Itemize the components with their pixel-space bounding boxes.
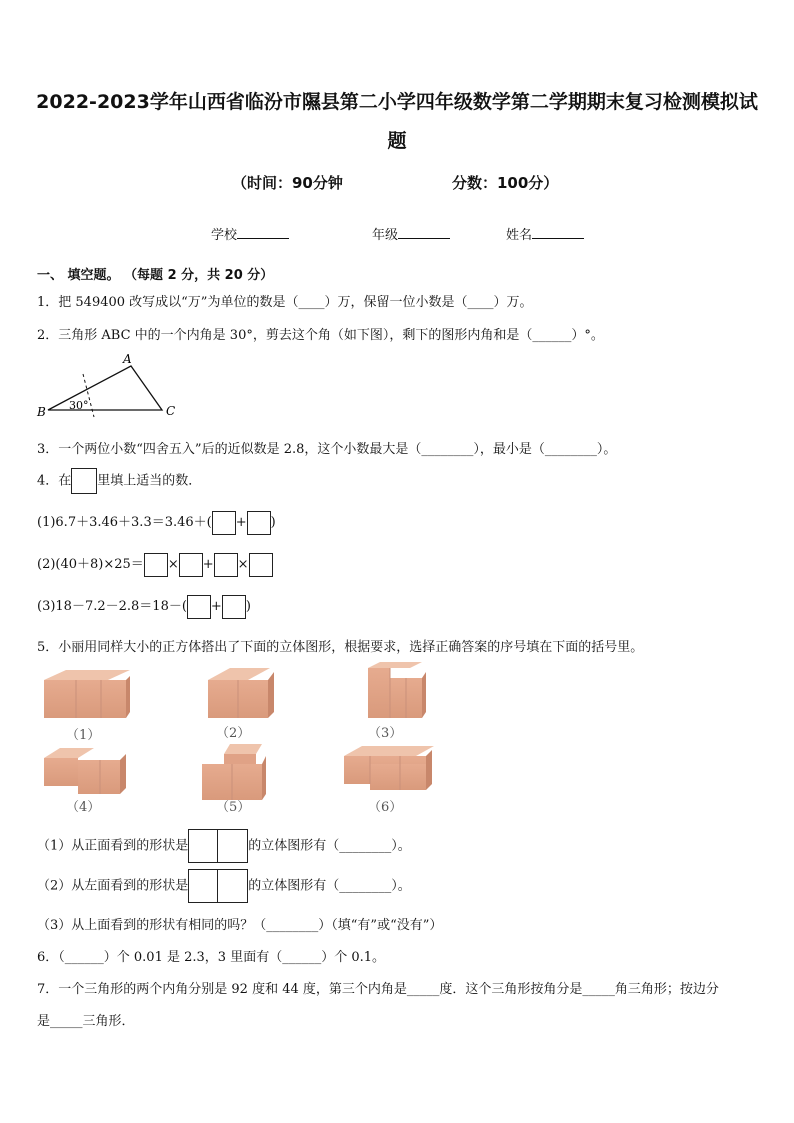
cube-figure-4 — [44, 748, 126, 794]
vertex-c-label: C — [166, 404, 176, 418]
grade-field — [372, 224, 450, 243]
cube-figure-1 — [44, 670, 130, 718]
close-paren: ) — [245, 599, 251, 614]
question-2: 2．三角形 ABC 中的一个内角是 30°，剪去这个角（如下图），剩下的图形内角和是（______）°。 — [37, 328, 604, 343]
exam-score: 分数：100分） — [452, 174, 559, 192]
cube-figure-5 — [202, 744, 266, 800]
question-5-2 — [37, 869, 411, 904]
name-field — [506, 224, 584, 243]
page-title: 2022-2023学年山西省临汾市隰县第二小学四年级数学第二学期期末复习检测模拟试 — [36, 91, 758, 113]
cube-figure-3 — [368, 662, 426, 718]
times-sign: × — [167, 557, 179, 572]
cube-figure-2 — [208, 668, 274, 718]
answer-box[interactable] — [249, 553, 273, 577]
shape-label-5: （5） — [216, 800, 251, 815]
shape-label-4: （4） — [66, 800, 101, 815]
question-7-line-1: 7．一个三角形的两个内角分别是 92 度和 44 度，第三个内角是_____度．这个三角形按角分是_____角三角形；按边分 — [37, 982, 719, 997]
answer-box[interactable] — [71, 468, 97, 494]
answer-box[interactable] — [247, 511, 271, 535]
close-paren: ) — [270, 515, 276, 530]
q4-2-text: (2)(40＋8)×25＝ — [37, 557, 144, 572]
plus-sign: + — [210, 599, 222, 614]
school-field — [211, 224, 289, 243]
page-title-continued: 题 — [387, 130, 407, 152]
cube-figure-6 — [344, 746, 434, 790]
shape-label-1: （1） — [66, 728, 101, 743]
question-7-line-2: 是_____三角形． — [37, 1014, 135, 1029]
question-1: 1．把 549400 改写成以“万”为单位的数是（____）万，保留一位小数是（____）万。 — [37, 295, 533, 310]
q4-suffix: 里填上适当的数． — [97, 473, 202, 489]
triangle-figure — [36, 351, 186, 421]
grade-label: 年级 — [372, 228, 399, 243]
vertex-b-label: B — [37, 405, 46, 419]
question-5: 5．小丽用同样大小的正方体搭出了下面的立体图形，根据要求，选择正确答案的序号填在下面的括号里。 — [37, 640, 644, 655]
view-square — [188, 869, 218, 903]
plus-sign: + — [235, 515, 247, 530]
q5-2-suffix: 的立体图形有（________）。 — [248, 878, 411, 894]
section-heading: 一、 填空题。 （每题 2 分，共 20 分） — [37, 268, 274, 283]
plus-sign: + — [202, 557, 214, 572]
exam-time: （时间：90分钟 — [232, 174, 343, 192]
question-5-3: （3）从上面看到的形状有相同的吗？（________）（填“有”或“没有”） — [37, 918, 443, 933]
answer-box[interactable] — [179, 553, 203, 577]
name-label: 姓名 — [506, 228, 533, 243]
q5-2-prefix: （2）从左面看到的形状是 — [37, 878, 189, 894]
vertex-a-label: A — [123, 352, 132, 366]
question-6: 6．（______）个 0.01 是 2.3，3 里面有（______）个 0.1。 — [37, 950, 385, 965]
q4-prefix: 4．在 — [37, 473, 72, 489]
view-square — [188, 829, 218, 863]
school-blank — [237, 226, 289, 239]
name-blank — [532, 226, 584, 239]
q5-1-prefix: （1）从正面看到的形状是 — [37, 838, 189, 854]
q4-3-text: (3)18－7.2－2.8＝18－( — [37, 599, 187, 614]
answer-box[interactable] — [214, 553, 238, 577]
view-square — [218, 869, 248, 903]
answer-box[interactable] — [212, 511, 236, 535]
view-square — [218, 829, 248, 863]
answer-box[interactable] — [222, 595, 246, 619]
answer-box[interactable] — [187, 595, 211, 619]
question-4-2 — [37, 552, 273, 578]
times-sign: × — [237, 557, 249, 572]
question-4-3 — [37, 594, 251, 620]
question-5-1 — [37, 829, 411, 864]
question-4 — [37, 468, 201, 495]
shape-label-6: （6） — [368, 800, 403, 815]
grade-blank — [398, 226, 450, 239]
answer-box[interactable] — [144, 553, 168, 577]
q4-1-text: (1)6.7＋3.46＋3.3＝3.46＋( — [37, 515, 212, 530]
school-label: 学校 — [211, 228, 238, 243]
question-4-1 — [37, 510, 276, 536]
q5-1-suffix: 的立体图形有（________）。 — [248, 838, 411, 854]
shape-label-2: （2） — [216, 726, 251, 741]
angle-label: 30° — [69, 399, 89, 412]
shape-label-3: （3） — [368, 726, 403, 741]
question-3: 3．一个两位小数“四舍五入”后的近似数是 2.8，这个小数最大是（________），最小是（________）。 — [37, 442, 617, 457]
